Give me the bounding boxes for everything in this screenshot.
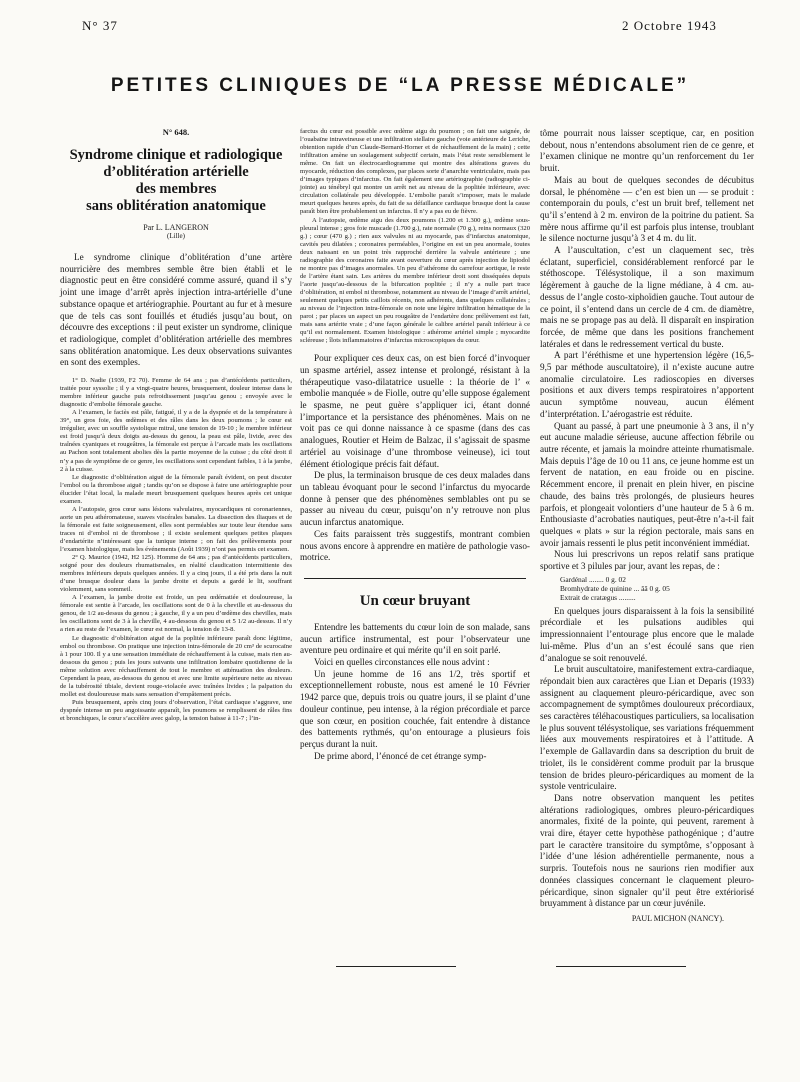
rx-name: Extrait de cratægus	[560, 592, 618, 602]
paragraph: Nous lui prescrivons un repos relatif sans pratique sportive et 3 pilules par jour, avant les repas, de :	[540, 549, 754, 572]
paragraph: A l’examen, le faciès est pâle, fatigué, il y a de la dyspnée et de la température à 39°, un gros foie, des œdèmes et des râles dans les deux poumons ; le cœur est irrégulier, avec un souffle systolique mitral, une tension de 19-10 ; le membre inférieur est froid jusqu’à deux doigts au-dessus du genou, la peau est pâle, livide, avec des traînées cyaniques et rougeâtres, la fémorale est perçue à l’arcade mais les oscillations au Pachon sont totalement abolies dès la partie moyenne de la cuisse ; du côté droit il n’y a pas de symptôme de ce genre, les oscillations sont cependant faibles, 1 à la jambe, 2 à la cuisse.	[60, 409, 292, 473]
rx-dose: âã 0 g. 05	[641, 583, 670, 593]
discussion	[300, 353, 530, 564]
paragraph: Mais au bout de quelques secondes de décubitus dorsal, le phénomène — c’en est bien un — se produit : contemporain du pouls, c’est un bruit bref, tellement net qu’il s’entend à 2 m. environ de la poitrine du patient. Sa mère nous affirme qu’il est parfois plus intense, troublant le silence nocturne jusqu’à 3 et 4 m. du lit.	[540, 174, 754, 244]
paragraph: Ces faits paraissent très suggestifs, montrant combien nous avons encore à apprendre en matière de pathologie vaso-motrice.	[300, 528, 530, 563]
paragraph: Quant au passé, à part une pneumonie à 3 ans, il n’y eut aucune maladie sérieuse, aucune affection fébrile ou autre récente, et jamais la moindre atteinte rhumatismale. Mais depuis l’âge de 10 ou 11 ans, ce jeune homme est un fervent de natation, en eau froide ou en piscine. Récemment encore, il prenait en plein hiver, en piscine chaude, des bains très prolongés, de plusieurs heures parfois, et plongeait volontiers d’une hauteur de 5 à 6 m. Enthousiaste d’acrobaties nautiques, peut-être n’a-t-il fait quelques « plats » sur la région pectorale, mais sans en avoir jamais ressenti le plus petit inconvénient immédiat.	[540, 420, 754, 548]
issue-number: N° 37	[82, 18, 118, 33]
rx-dose: 0 g. 02	[605, 574, 626, 584]
paragraph: Le bruit auscultatoire, manifestement extra-cardiaque, répondait bien aux caractères que Lian et Deparis (1933) assignent au claquement pleuro-péricardique, avec son accompagnement de symptômes douloureux précordiaux, ses caractères téléhacoustiques particuliers, sa localisation le plus souvent télésystolique, ses variations fréquemment liées aux mouvements respiratoires et à l’attitude. A l’exemple de Gallavardin dans sa description du bruit de triolet, ils le considèrent comme produit par la brusque tension de brides pleuro-péricardiques au moment de la systole ventriculaire.	[540, 664, 754, 792]
article2-title: Un cœur bruyant	[359, 592, 471, 609]
signature: PAUL MICHON (NANCY).	[631, 914, 724, 923]
rx-row: Extrait de cratægus .........	[560, 592, 636, 602]
paragraph: A l’auscultation, c’est un claquement sec, très éclatant, superficiel, considérablement renforcé par le stéthoscope. Télésystolique, il a son maximum légèrement à gauche de la ligne médiane, à 4 cm. au-dessus de l’angle costo-xiphoïdien gauche. Tout autour de ce point, il s’entend dans un cercle de 4 cm. de diamètre, mais ne se propage pas au delà. Il disparaît en inspiration forcée, de même que dans les positions franchement latérales et dans le redressement vertical du buste.	[540, 245, 754, 349]
article-title	[60, 147, 292, 215]
divider	[304, 578, 526, 579]
paragraph: Voici en quelles circonstances elle nous advint :	[314, 657, 490, 668]
title-line: d’oblitération artérielle	[103, 164, 249, 180]
paragraph: A l’autopsie, œdème aigu des deux poumons (1.200 et 1.300 g.), œdème sous-pleural intense ; gros foie muscade (1.700 g.), rate normale (70 g.), reins normaux (320 g.) ; cœur (470 g.) ; rien aux valvules ni au myocarde, pas d’infarctus anatomique, cavités peu dilatées ; coronaires perméables, l’origine en est un peu anormale, toutes deux naissant en un point très rapproché derrière la valvule antérieure ; une radiographie des coronaires faite avant ouverture du cœur après injection de lipiodol ne montre pas d’images anormales. Un peu d’athérome du carrefour aortique, le reste de l’artère étant sain. Les artères du membre inférieur droit sont disséquées depuis l’aorte jusqu’au-dessous de la bifurcation poplitée ; il n’y a nulle part trace d’oblitération, ni embol ni thrombose, notamment au niveau de l’image d’arrêt artériel, seulement quelques petits caillots récents, non adhérents, dans quelques collatérales ; au niveau de l’injection intra-fémorale on note une légère infiltration hématique de la paroi ; par places un aspect un peu rougeâtre de l’endartère donc prélèvement est fait, mais sans artérite vraie ; d’une façon générale le calibre artériel paraît inférieur à ce qu’il est normalement. Examen histologique : athérome artériel simple ; myocardite scléreuse ; îlots inflammatoires d’infarctus microscopiques du cœur.	[300, 216, 530, 345]
column-3	[540, 128, 754, 923]
title-line: sans oblitération anatomique	[86, 198, 266, 214]
paragraph: Entendre les battements du cœur loin de son malade, sans aucun artifice instrumental, est pour l’observateur une aventure peu ordinaire et qui mérite qu’il en soit parlé.	[300, 621, 530, 656]
end-rule	[556, 966, 686, 967]
paragraph: farctus du cœur est possible avec œdème aigu du poumon ; on fait une saignée, de l’ouabaïne intraveineuse et une infiltration stellaire gauche (voie antérieure de Leriche, obtention rapide d’un Claude-Bernard-Horner et de réchauffement de la main) ; cette infiltration amène un soulagement subjectif certain, mais l’état reste sensiblement le même. On fait un électrocardiogramme qui montre des altérations graves du myocarde, réduction des complexes, par places sorte d’anarchie ventriculaire, mais pas d’images typiques d’infarctus. On fait également une artériographie (radiographie ci-jointe) au ténébryl qui montre un arrêt net au niveau de la poplitée inférieure, avec circulation collatérale peu développée. L’embolie paraît s’imposer, mais le malade meurt quelques heures après, du fait de sa défaillance cardiaque brusque dont la cause paraît bien être probablement un infarctus. Il n’y a pas eu de fièvre.	[300, 128, 530, 216]
paragraph: En quelques jours disparaissent à la fois la sensibilité précordiale et les pulsations audibles qui impressionnaient l’entourage plus encore que le malade lui-même. Plus d’un an s’est écoulé sans que rien d’analogue se soit renouvelé.	[540, 605, 754, 663]
paragraph: De plus, la terminaison brusque de ces deux malades dans un tableau évoquant pour le second l’infarctus du myocarde donne à penser que des phénomènes semblables ont pu se passer au niveau du cœur, puisqu’on n’y retrouve non plus aucun infarctus anatomique.	[300, 470, 530, 528]
paragraph: Le syndrome clinique d’oblitération d’une artère nourricière des membres semble être bien établi et le diagnostic peut en être considéré comme assuré, quand il s’y joint une image d’arrêt après injection intra-artérielle d’une substance opaque et artériographie. Pourtant au fur et à mesure que de tels cas sont fouillés et étudiés jusqu’au bout, on découvre des exceptions : il peut exister un syndrome, clinique et radiologique, complet d’oblitération artérielle des membres sans oblitération anatomique. Les deux observations suivantes en sont des exemples.	[60, 252, 292, 368]
byline: Par L. LANGERON	[143, 223, 209, 232]
paragraph: Le diagnostic d’oblitération aiguë de la poplitée inférieure paraît donc légitime, embol ou thrombose. On pratique une injection intra-fémorale de 20 cm³ de scurocaïne à 1 pour 100. Il y a une sensation immédiate de réchauffement à la cuisse, mais rien au-dessous du genou ; puis les jours suivants une infiltration lombaire quotidienne de la même solution avec réchauffement de tout le membre et atténuation des douleurs. Cependant la peau, au-dessous du genou et avec une limite supérieure nette au niveau de la tubérosité tibiale, devient rouge-violacée avec traînées livides ; la palpation du mollet est douloureuse mais sans sensation d’empâtement précis.	[60, 634, 292, 698]
section-banner: PETITES CLINIQUES DE “LA PRESSE MÉDICALE”	[110, 75, 690, 96]
paragraph: A l’examen, la jambe droite est froide, un peu œdématiée et douloureuse, la fémorale est sentie à l’arcade, les oscillations sont de 0 à la cheville et au-dessous du genou, de 1/2 au-dessus du genou ; à gauche, il y a un peu d’œdème des chevilles, mais les oscillations sont de 3 à la cheville, 4 au-dessous du genou et 5 1/2 au-dessus. Il n’y a rien au reste de l’examen, le cœur est normal, la tension de 13-8.	[60, 594, 292, 634]
article-number: N° 648.	[162, 127, 190, 137]
byline-location: (Lille)	[167, 232, 185, 240]
paragraph: Le diagnostic d’oblitération aiguë de la fémorale paraît évident, on peut discuter l’embol ou la thrombose aiguë ; tandis qu’on se dispose à faire une artériographie pour élucider l’état local, la malade meurt brusquement quelques heures après cet unique examen.	[60, 473, 292, 505]
paragraph: Un jeune homme de 16 ans 1/2, très sportif et exceptionnellement robuste, nous est amené le 10 Février 1942 parce que, depuis trois ou quatre jours, il se plaint d’une douleur continue, peu intense, à la région précordiale et parce que son cœur, en position couchée, fait entendre à distance des battements rythmés, qu’on entourage a plusieurs fois perçus durant la nuit.	[300, 668, 530, 749]
title-line: Syndrome clinique et radiologique	[69, 147, 283, 163]
paragraph: Pour expliquer ces deux cas, on est bien forcé d’invoquer un spasme artériel, assez intense et prolongé, résistant à la thérapeutique vaso-dilatatrice usuelle : la théorie de l’ « embolie manquée » de Fiolle, outre qu’elle suppose également le spasme, ne peut guère s’appliquer ici, étant donné l’importance et la persistance des phénomènes. Mais on ne voit pas ce qui donne naissance à ce spasme (dans des cas analogues, Routier et Heim de Balzac, il s’agissait de spasme artériel au voisinage d’une thrombose veineuse), ici tout élément étiologique précis fait défaut.	[300, 353, 530, 469]
prescription	[560, 575, 754, 602]
paragraph: 2° Q. Maurice (1942, H2 125). Homme de 64 ans ; pas d’antécédents particuliers, soigné pour des douleurs rhumatismales, en réalité claudication intermittente des membres inférieurs depuis quelques années. Il y a cinq jours, il a été pris dans la nuit d’une brusque douleur dans la jambe droite et depuis a gardé le lit, souffrant violemment, sans sommeil.	[60, 554, 292, 594]
rx-name: Bromhydrate de quinine	[560, 583, 632, 593]
paragraph: A l’autopsie, gros cœur sans lésions valvulaires, myocardiques ni coronariennes, aorte un peu athéromateuse, suaves viscérales banales. La dissection des iliaques et de la fémorale est faite soigneusement, elles sont perméables sur toute leur étendue sans traces ni d’embol ni de thrombose ; il existe seulement quelques petites plaques d’endartérite n’intéressant que la tunique interne ; on fait des prélèvements pour l’examen histologique, mais les événements (Août 1939) n’ont pas permis cet examen.	[60, 505, 292, 554]
paragraph: Puis brusquement, après cinq jours d’observation, l’état cardiaque s’aggrave, une dyspnée intense un peu angoissante apparaît, les poumons se remplissent de râles fins et bronchiques, le cœur s’accélère avec galop, la tension baisse à 11-7 ; l’in-	[60, 698, 292, 722]
rx-row: Gardénal ........ 0 g. 02	[560, 574, 626, 584]
article2-body	[300, 622, 530, 762]
column-1	[60, 127, 292, 723]
title-line: des membres	[135, 181, 217, 197]
intro-paragraph	[60, 252, 292, 369]
paragraph: 1° D. Nadie (1939, F2 70). Femme de 64 ans ; pas d’antécédents particuliers, traitée pour syssolie ; il y a vingt-quatre heures, brusquement, douleur intense dans le membre inférieur gauche puis refroidissement jusqu’au genou ; envoyée avec le diagnostic d’embolie fémorale gauche.	[60, 377, 292, 409]
rx-row: Bromhydrate de quinine ... âã 0 g. 05	[560, 583, 670, 593]
rx-name: Gardénal	[560, 574, 588, 584]
paragraph: tôme pourrait nous laisser sceptique, car, en position debout, nous n’entendons absolument rien de ce genre, et l’examen clinique ne montre qu’un renforcement du 1er bruit.	[540, 128, 754, 174]
autopsy-text	[300, 128, 530, 345]
paragraph: A part l’éréthisme et une hypertension légère (16,5-9,5 par méthode auscultatoire), il n’existe aucune autre anomalie circulatoire. Les radioscopies en diverses positions et aux divers temps respiratoires n’apportent aucun symptôme nouveau, aucun élément d’interprétation. L’aérogastrie est réduite.	[540, 350, 754, 419]
article2-continued	[540, 128, 754, 573]
paragraph: Dans notre observation manquent les petites altérations radiologiques, ombres pleuro-péricardiques anormales, fixité de la pointe, qui peuvent, rarement à vrai dire, étayer cette hypothèse pathogénique ; d’autre part le caractère transitoire du symptôme, s’opposant à l’idée d’une lésion adhérentielle permanente, nous a surpris. Toutefois nous ne saurions rien modifier aux données classiques concernant le claquement pleuro-péricardique, sinon signaler qu’il peut être extériorisé bruyamment à distance par un cœur juvénile.	[540, 792, 754, 909]
paragraph: De prime abord, l’énoncé de cet étrange symp-	[314, 750, 487, 761]
article2-conclusion	[540, 606, 754, 910]
issue-date: 2 Octobre 1943	[622, 18, 717, 33]
column-2	[300, 128, 530, 762]
observations	[60, 377, 292, 723]
end-rule	[336, 966, 456, 967]
